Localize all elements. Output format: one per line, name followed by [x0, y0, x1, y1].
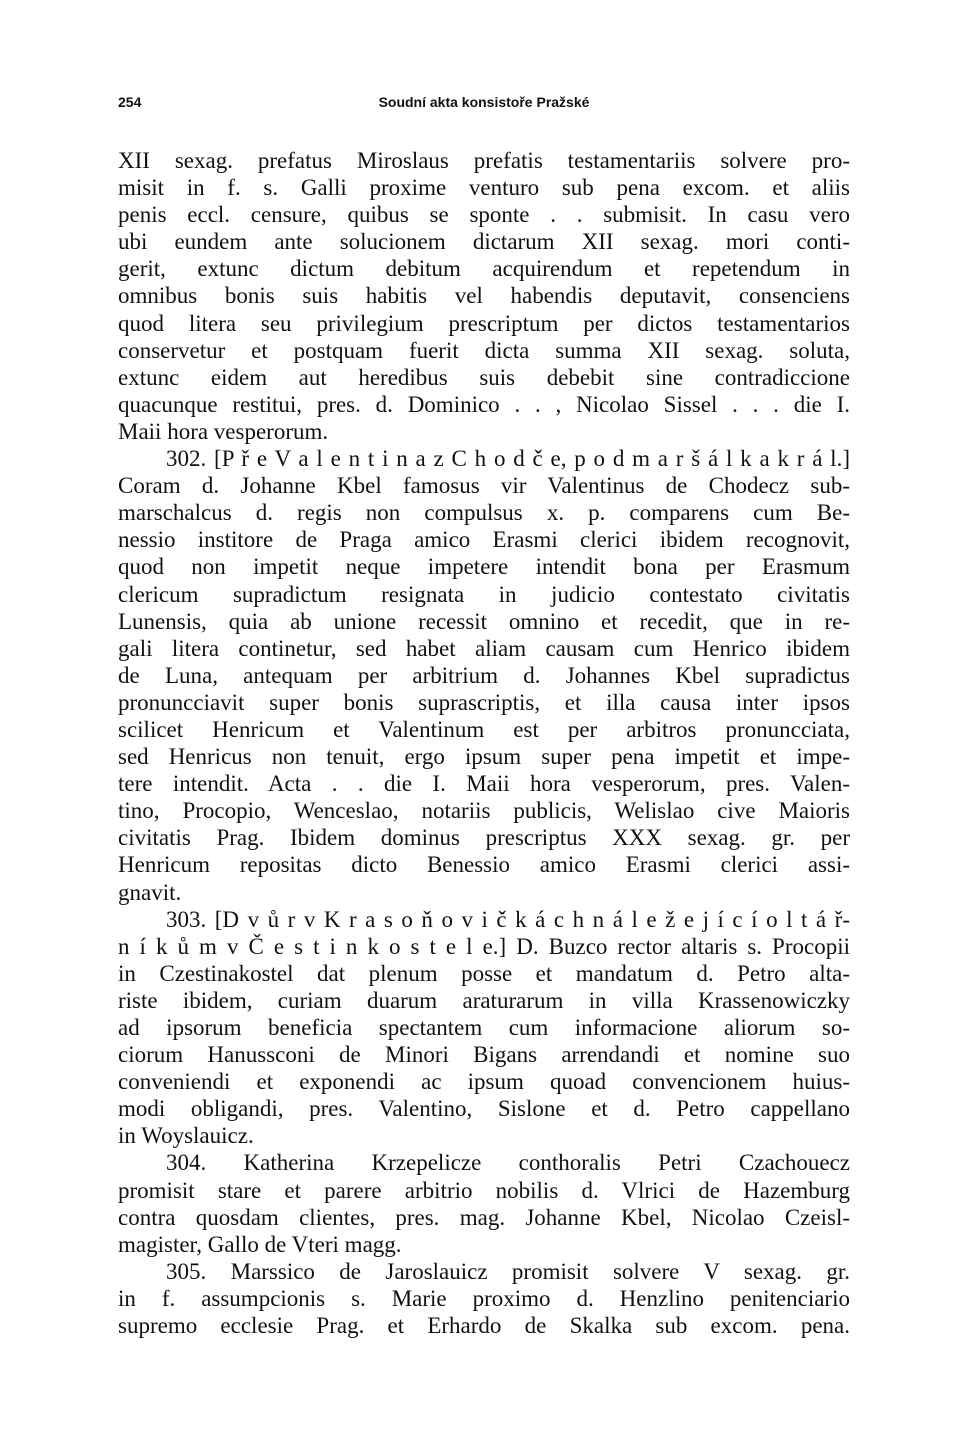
text-line: misit in f. s. Galli proxime venturo sub pena excom. et aliis	[118, 175, 850, 201]
running-title: Soudní akta konsistoře Pražské	[378, 94, 590, 110]
text-line: conservetur et postquam fuerit dicta summa XII sexag. soluta,	[118, 337, 850, 363]
text-line: penis eccl. censure, quibus se sponte . . submisit. In casu vero	[118, 202, 850, 228]
text-line: Coram d. Johanne Kbel famosus vir Valentinus de Chodecz sub-	[118, 473, 850, 499]
text-line: 305. Marssico de Jaroslauicz promisit solvere V sexag. gr.	[166, 1258, 850, 1284]
text-line: gali litera continetur, sed habet aliam causam cum Henrico ibidem	[118, 635, 850, 661]
text-line: ad ipsorum beneficia spectantem cum informacione aliorum so-	[118, 1015, 850, 1040]
text-line: pronuncciavit super bonis suprascriptis, et illa causa inter ipsos	[118, 689, 850, 715]
body-text	[118, 147, 850, 1339]
text-line: quacunque restitui, pres. d. Dominico . . , Nicolao Sissel . . . die I.	[118, 391, 850, 417]
text-line: conveniendi et exponendi ac ipsum quoad convencionem huius-	[118, 1069, 850, 1095]
text-line: 303. [D v ů r v K r a s o ň o v i č k á c h n á l e ž e j í c í o l t á ř-	[166, 906, 850, 932]
text-line: civitatis Prag. Ibidem dominus prescriptus XXX sexag. gr. per	[118, 825, 850, 851]
text-line: promisit stare et parere arbitrio nobilis d. Vlrici de Hazemburg	[118, 1177, 850, 1203]
text-line: tere intendit. Acta . . die I. Maii hora vesperorum, pres. Valen-	[118, 771, 850, 797]
text-line: magister, Gallo de Vteri magg.	[118, 1231, 402, 1257]
text-line: n í k ů m v Č e s t i n k o s t e l e.] D. Buzco rector altaris s. Procopii	[118, 933, 850, 959]
text-line: extunc eidem aut heredibus suis debebit sine contradiccione	[118, 364, 850, 390]
page-header	[118, 94, 850, 114]
text-line: XII sexag. prefatus Miroslaus prefatis testamentariis solvere pro-	[118, 148, 850, 173]
text-line: contra quosdam clientes, pres. mag. Johanne Kbel, Nicolao Czeisl-	[118, 1204, 850, 1230]
text-line: 302. [P ř e V a l e n t i n a z C h o d č e, p o d m a r š á l k a k r á l.]	[166, 446, 850, 472]
page-number: 254	[118, 94, 142, 110]
text-line: Maii hora vesperorum.	[118, 418, 329, 444]
text-line: in Czestinakostel dat plenum posse et mandatum d. Petro alta-	[118, 960, 850, 986]
text-line: ciorum Hanussconi de Minori Bigans arrendandi et nomine suo	[118, 1042, 850, 1068]
text-line: modi obligandi, pres. Valentino, Sislone et d. Petro cappellano	[118, 1096, 850, 1122]
text-line: gnavit.	[118, 879, 182, 905]
text-line: nessio institore de Praga amico Erasmi clerici ibidem recognovit,	[118, 527, 850, 553]
text-line: omnibus bonis suis habitis vel habendis deputavit, consenciens	[118, 283, 850, 309]
text-line: scilicet Henricum et Valentinum est per arbitros pronuncciata,	[118, 716, 850, 742]
text-line: sed Henricus non tenuit, ergo ipsum super pena impetit et impe-	[118, 744, 850, 770]
text-line: 304. Katherina Krzepelicze conthoralis Petri Czachouecz	[166, 1150, 850, 1176]
text-line: Henricum repositas dicto Benessio amico Erasmi clerici assi-	[118, 852, 850, 878]
text-line: in f. assumpcionis s. Marie proximo d. Henzlino penitenciario	[118, 1285, 850, 1311]
text-line: quod non impetit neque impetere intendit bona per Erasmum	[118, 554, 850, 580]
text-line: riste ibidem, curiam duarum araturarum in villa Krassenowiczky	[118, 987, 850, 1013]
text-line: clericum supradictum resignata in judicio contestato civitatis	[118, 581, 850, 607]
text-line: in Woyslauicz.	[118, 1123, 254, 1149]
text-line: de Luna, antequam per arbitrium d. Johannes Kbel supradictus	[118, 662, 850, 688]
text-line: gerit, extunc dictum debitum acquirendum et repetendum in	[118, 256, 850, 282]
text-line: marschalcus d. regis non compulsus x. p. comparens cum Be-	[118, 500, 850, 526]
text-line: quod litera seu privilegium prescriptum per dictos testamentarios	[118, 310, 850, 336]
text-line: supremo ecclesie Prag. et Erhardo de Skalka sub excom. pena.	[118, 1313, 850, 1339]
text-line: tino, Procopio, Wenceslao, notariis publicis, Welislao cive Maioris	[118, 798, 850, 824]
text-line: Lunensis, quia ab unione recessit omnino et recedit, que in re-	[118, 608, 850, 634]
text-line: ubi eundem ante solucionem dictarum XII sexag. mori conti-	[118, 229, 850, 255]
